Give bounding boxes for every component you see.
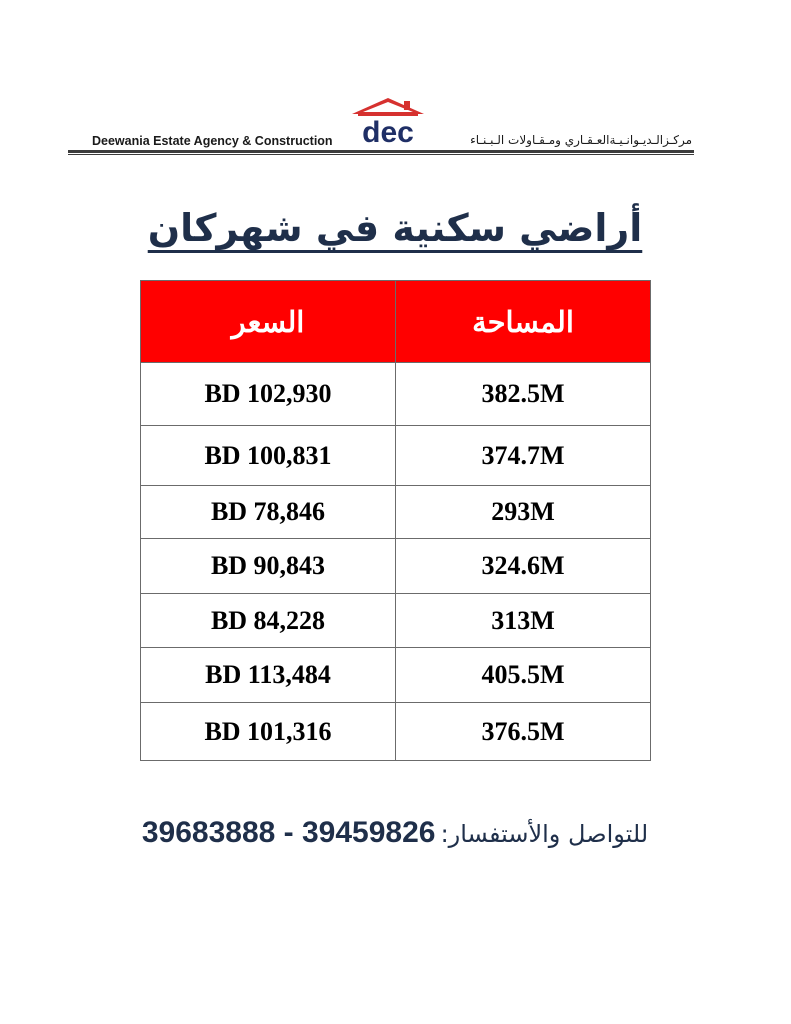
letterhead-rule-thin	[68, 154, 694, 155]
company-name-arabic: مركـزالـديـوانـيـةالعـقـاري ومـقـاولات الـبـنـاء	[470, 133, 692, 147]
contact-phone-numbers: 39683888 - 39459826	[141, 816, 436, 849]
cell-area: 313M	[396, 594, 651, 648]
page-title: أراضي سكنية في شهركان	[147, 206, 643, 250]
table-row	[141, 648, 651, 703]
cell-price: BD 78,846	[141, 486, 396, 539]
cell-price: BD 102,930	[141, 363, 396, 426]
cell-area: 324.6M	[396, 539, 651, 594]
cell-area: 405.5M	[396, 648, 651, 703]
header-area: المساحة	[396, 281, 651, 363]
company-name-english: Deewania Estate Agency & Construction	[92, 134, 333, 148]
cell-area: 376.5M	[396, 703, 651, 761]
table-row	[141, 703, 651, 761]
contact-line	[120, 816, 670, 850]
svg-text:dec: dec	[362, 116, 414, 149]
table-row	[141, 486, 651, 539]
table-header-row	[141, 281, 651, 363]
header-price: السعر	[141, 281, 396, 363]
cell-price: BD 84,228	[141, 594, 396, 648]
company-logo	[348, 96, 428, 152]
table-row	[141, 426, 651, 486]
cell-area: 374.7M	[396, 426, 651, 486]
table-row	[141, 539, 651, 594]
letterhead	[68, 96, 694, 156]
table-row	[141, 594, 651, 648]
table-row	[141, 363, 651, 426]
cell-price: BD 100,831	[141, 426, 396, 486]
price-table	[140, 280, 651, 761]
cell-price: BD 113,484	[141, 648, 396, 703]
cell-price: BD 90,843	[141, 539, 396, 594]
letterhead-rule-thick	[68, 150, 694, 153]
cell-area: 293M	[396, 486, 651, 539]
contact-label: للتواصل والأستفسار:	[440, 820, 649, 848]
cell-area: 382.5M	[396, 363, 651, 426]
cell-price: BD 101,316	[141, 703, 396, 761]
